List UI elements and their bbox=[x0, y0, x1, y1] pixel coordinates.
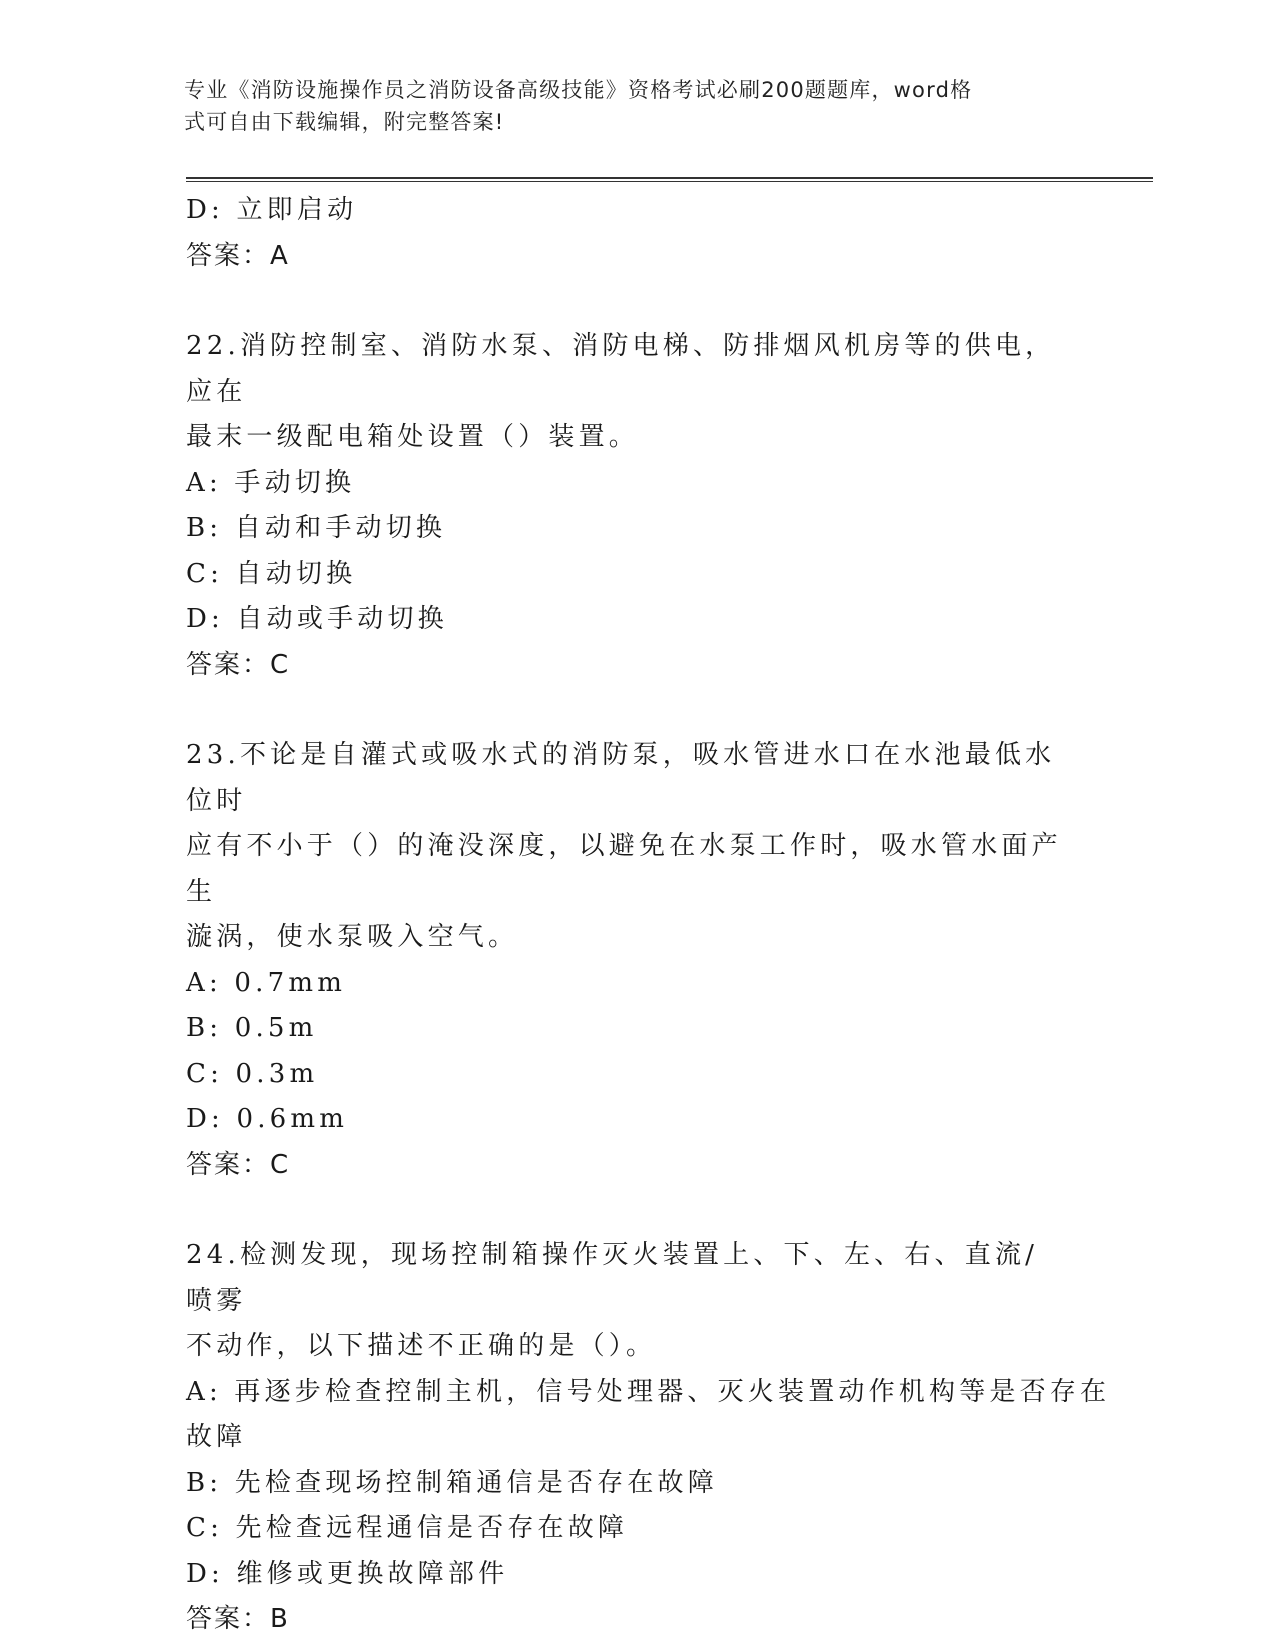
answer-line: 答案：A bbox=[186, 240, 290, 271]
answer-line: 答案：C bbox=[186, 649, 291, 680]
header-line-1: 专业《消防设施操作员之消防设备高级技能》资格考试必刷200题题库，word格 bbox=[184, 78, 973, 102]
option-c: C: 0.3m bbox=[186, 1058, 319, 1089]
question-23 bbox=[186, 733, 1086, 1188]
header-line-2: 式可自由下载编辑，附完整答案! bbox=[184, 110, 505, 134]
answer-line: 答案：C bbox=[186, 1149, 291, 1180]
option-b: B: 0.5m bbox=[186, 1013, 318, 1043]
question-stem-line: 漩涡，使水泵吸入空气。 bbox=[186, 922, 519, 952]
option-a-continued: 故障 bbox=[186, 1422, 247, 1452]
question-24 bbox=[186, 1233, 1111, 1643]
option-d: D: 0.6mm bbox=[186, 1104, 349, 1134]
page-header bbox=[184, 74, 1064, 138]
previous-question-tail bbox=[186, 188, 1086, 279]
question-stem-line: 不动作，以下描述不正确的是（）。 bbox=[186, 1331, 657, 1361]
question-stem-line: 最末一级配电箱处设置（）装置。 bbox=[186, 422, 640, 452]
question-stem bbox=[186, 1233, 1066, 1370]
question-stem-line: 应有不小于（）的淹没深度，以避免在水泵工作时，吸水管水面产生 bbox=[186, 831, 1062, 907]
answer-line: 答案：B bbox=[186, 1604, 290, 1634]
option-b: B: 先检查现场控制箱通信是否存在故障 bbox=[186, 1467, 718, 1498]
header-divider-thin bbox=[186, 181, 1153, 182]
option-a: A: 手动切换 bbox=[186, 467, 356, 498]
option-d: D: 维修或更换故障部件 bbox=[186, 1558, 509, 1589]
question-content bbox=[186, 188, 1111, 1643]
option-b: B: 自动和手动切换 bbox=[186, 513, 447, 543]
question-stem-line: 23.不论是自灌式或吸水式的消防泵，吸水管进水口在水池最低水位时 bbox=[186, 740, 1056, 816]
option-a: A: 再逐步检查控制主机，信号处理器、灭火装置动作机构等是否存在 bbox=[186, 1376, 1111, 1407]
header-divider-thick bbox=[186, 177, 1153, 179]
question-stem bbox=[186, 324, 1066, 461]
option-c: C: 先检查远程通信是否存在故障 bbox=[186, 1513, 629, 1543]
option-c: C: 自动切换 bbox=[186, 558, 357, 589]
question-stem bbox=[186, 733, 1066, 961]
question-22 bbox=[186, 324, 1086, 688]
option-d: D: 自动或手动切换 bbox=[186, 604, 448, 634]
option-d: D: 立即启动 bbox=[186, 195, 358, 225]
question-stem-line: 24.检测发现，现场控制箱操作灭火装置上、下、左、右、直流/喷雾 bbox=[186, 1240, 1039, 1316]
question-stem-line: 22.消防控制室、消防水泵、消防电梯、防排烟风机房等的供电，应在 bbox=[186, 331, 1056, 407]
option-a: A: 0.7mm bbox=[186, 967, 347, 998]
